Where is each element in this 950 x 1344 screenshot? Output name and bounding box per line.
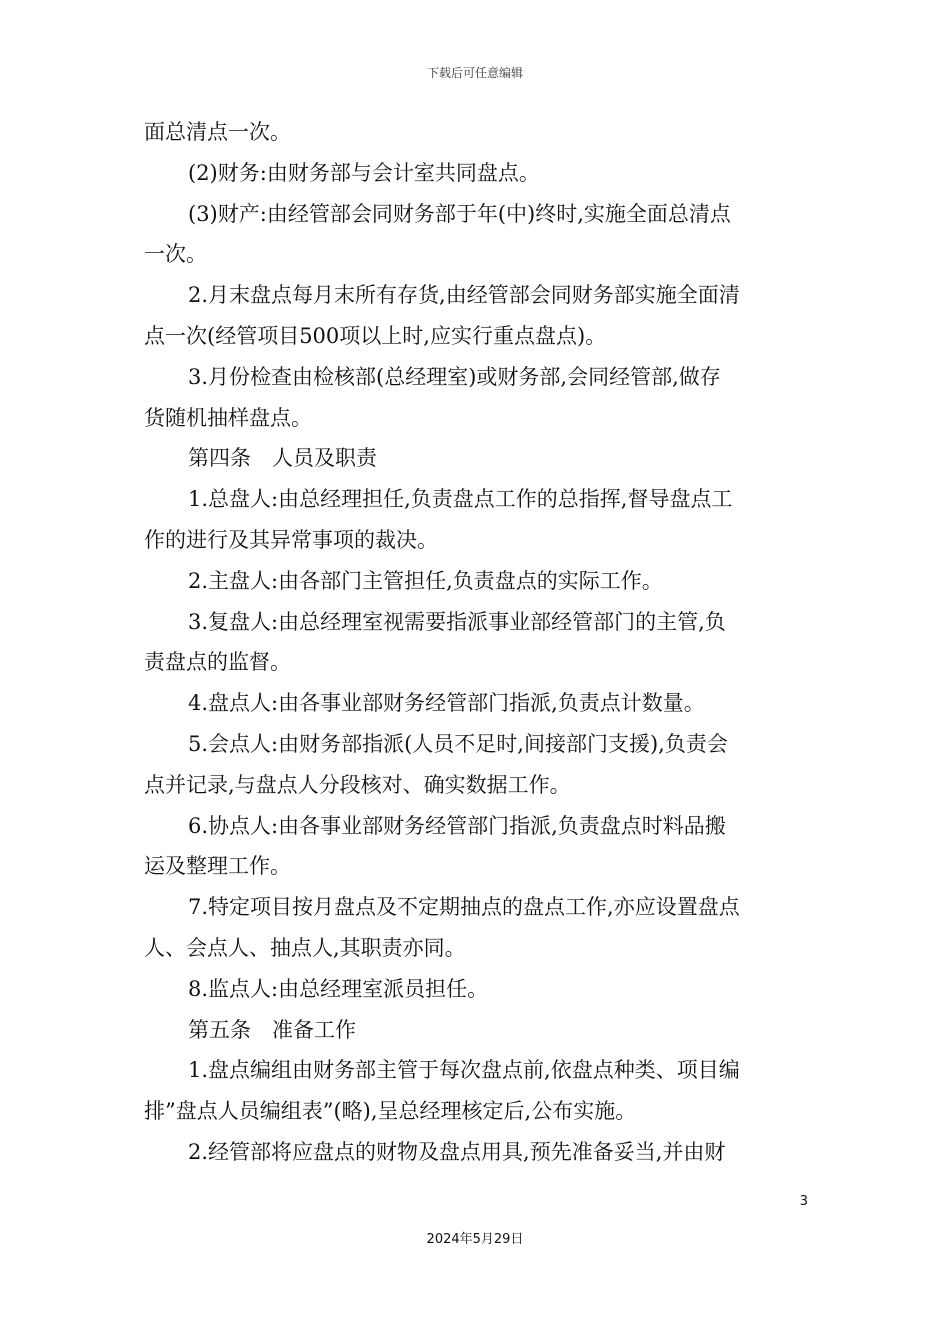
text-line: 排”盘点人员编组表”(略),呈总经理核定后,公布实施。 bbox=[144, 1099, 637, 1124]
text-line: 2.经管部将应盘点的财物及盘点用具,预先准备妥当,并由财 bbox=[188, 1139, 726, 1164]
text-line: 3.复盘人:由总经理室视需要指派事业部经管部门的主管,负 bbox=[188, 609, 726, 634]
text-line: 第五条 准备工作 bbox=[188, 1017, 356, 1042]
page-number: 3 bbox=[799, 1194, 808, 1209]
text-line: (3)财产:由经管部会同财务部于年(中)终时,实施全面总清点 bbox=[188, 201, 731, 226]
text-line: (2)财务:由财务部与会计室共同盘点。 bbox=[188, 160, 540, 185]
text-line: 7.特定项目按月盘点及不定期抽点的盘点工作,亦应设置盘点 bbox=[188, 895, 740, 920]
text-line: 运及整理工作。 bbox=[144, 854, 291, 879]
text-line: 第四条 人员及职责 bbox=[188, 446, 377, 471]
text-line: 1.总盘人:由总经理担任,负责盘点工作的总指挥,督导盘点工 bbox=[188, 487, 733, 512]
text-line: 人、会点人、抽点人,其职责亦同。 bbox=[144, 935, 466, 960]
document-body bbox=[144, 112, 808, 1173]
text-line: 1.盘点编组由财务部主管于每次盘点前,依盘点种类、项目编 bbox=[188, 1058, 740, 1083]
text-line: 8.监点人:由总经理室派员担任。 bbox=[188, 976, 489, 1001]
page-header: 下载后可任意编辑 bbox=[426, 66, 523, 80]
text-line: 2.主盘人:由各部门主管担任,负责盘点的实际工作。 bbox=[188, 568, 663, 593]
text-line: 3.月份检查由检核部(总经理室)或财务部,会同经管部,做存 bbox=[188, 364, 721, 389]
text-line: 责盘点的监督。 bbox=[144, 650, 291, 675]
text-line: 2.月末盘点每月末所有存货,由经管部会同财务部实施全面清 bbox=[188, 283, 740, 308]
text-line: 5.会点人:由财务部指派(人员不足时,间接部门支援),负责会 bbox=[188, 731, 728, 756]
text-line: 面总清点一次。 bbox=[144, 120, 291, 144]
footer-date: 2024年5月29日 bbox=[426, 1232, 524, 1247]
text-line: 4.盘点人:由各事业部财务经管部门指派,负责点计数量。 bbox=[188, 691, 705, 716]
text-line: 6.协点人:由各事业部财务经管部门指派,负责盘点时料品搬 bbox=[188, 813, 726, 838]
text-line: 货随机抽样盘点。 bbox=[144, 405, 312, 430]
text-line: 点一次(经管项目500项以上时,应实行重点盘点)。 bbox=[144, 323, 607, 348]
text-line: 一次。 bbox=[144, 242, 207, 267]
text-line: 作的进行及其异常事项的裁决。 bbox=[144, 527, 438, 552]
text-line: 点并记录,与盘点人分段核对、确实数据工作。 bbox=[144, 772, 571, 797]
